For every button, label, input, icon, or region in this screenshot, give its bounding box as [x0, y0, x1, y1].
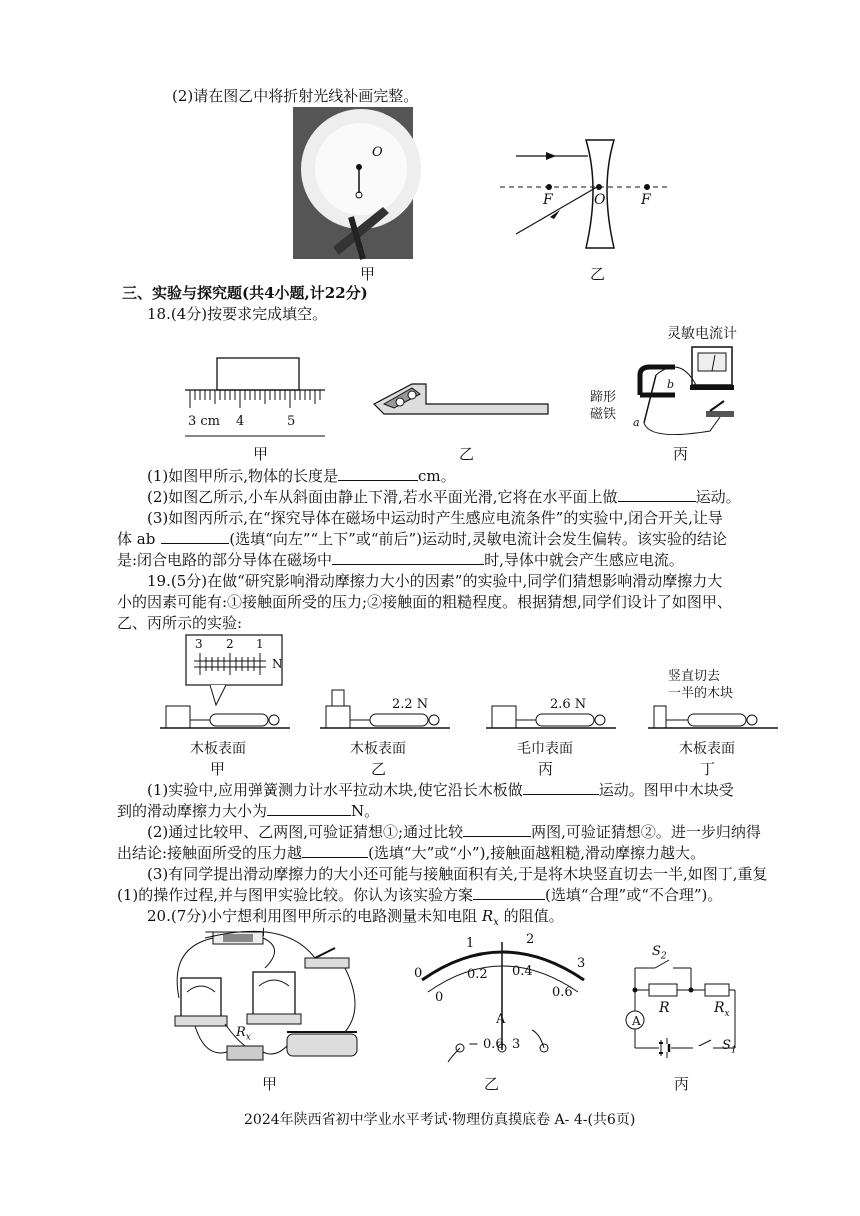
circuit-rx-label: [236, 1025, 251, 1043]
fig17-caption-a: 甲: [360, 265, 376, 283]
dial-bottom-0-4: 0.4: [512, 964, 533, 979]
scale-label-3: 3: [195, 637, 203, 651]
q18-line-1: [147, 466, 456, 486]
ding-note-line1: 竖直切去: [668, 669, 721, 684]
dial-terminals: − 0.6 3: [468, 1037, 521, 1052]
q19-4-blank[interactable]: [302, 843, 368, 858]
page-footer: 2024年陕西省初中学业水平考试·物理仿真摸底卷 A- 4-(共6页): [244, 1112, 636, 1128]
fig18-caption-b: 乙: [459, 445, 475, 463]
dial-bottom-0-2: 0.2: [467, 967, 488, 982]
q19-2-blank[interactable]: [267, 801, 351, 816]
diagram-rx-sub: x: [724, 1008, 730, 1019]
scale-label-2: 2: [226, 637, 234, 651]
q19-1-end: 运动。图甲中木块受: [598, 781, 734, 799]
q18-2-text: (2)如图乙所示,小车从斜面由静止下滑,若水平面光滑,它将在水平面上做: [147, 488, 618, 506]
q19-5-blank[interactable]: [473, 885, 545, 900]
photo-drawing: [293, 107, 413, 259]
switch-s2-label: [652, 944, 667, 962]
q19-p2-line1: [147, 822, 761, 842]
question-17-2: (2)请在图乙中将折射光线补画完整。: [172, 87, 419, 105]
figure-17-photo: [293, 107, 413, 259]
switch-s1-label: [722, 1038, 737, 1056]
circuit-rx-sub: x: [245, 1032, 251, 1043]
q19-3-text: (2)通过比较甲、乙两图,可验证猜想①;通过比较: [147, 823, 464, 841]
q19-1-blank[interactable]: [523, 780, 599, 795]
fig20-caption-c: 丙: [674, 1075, 690, 1093]
fig20-caption-b: 乙: [484, 1075, 500, 1093]
circuit-rx-r: R: [236, 1025, 246, 1040]
conductor-a-label: a: [633, 416, 640, 429]
q19-line-3: 乙、丙所示的实验:: [117, 614, 243, 632]
lens-o-label: O: [594, 192, 606, 208]
q19-3-end: 两图,可验证猜想②。进一步归纳得: [531, 823, 761, 841]
q19-p1-line2: [117, 801, 379, 821]
q20-text: 20.(7分)小宁想利用图甲所示的电路测量未知电阻: [147, 907, 478, 925]
battery-plus: +: [258, 925, 269, 940]
q18-line-5: [117, 550, 684, 570]
q19-p1-line1: [147, 780, 734, 800]
q19-p3-line2: [117, 885, 722, 905]
fig18-caption-c: 丙: [673, 445, 689, 463]
q18-3-text: 体 ab: [117, 530, 156, 548]
q19-p2-line2: [117, 843, 705, 863]
dial-top-2: 2: [526, 932, 535, 947]
diagram-rx-label: [714, 1000, 730, 1019]
q19-4-end: (选填“大”或“小”),接触面越粗糙,滑动摩擦力越大。: [368, 844, 705, 862]
q20-rx-sub: x: [493, 917, 499, 928]
diagram-rx-r: R: [714, 1000, 725, 1016]
fig19-caption-jia: 甲: [210, 760, 226, 778]
q20-rx-symbol: R: [481, 907, 494, 925]
fig20-caption-a: 甲: [262, 1075, 278, 1093]
lens-f-left: F: [543, 192, 553, 208]
reading-yi: 2.2 N: [392, 697, 429, 712]
ruler-label-4: 4: [236, 414, 245, 429]
surface-label-jia: 木板表面: [190, 741, 246, 757]
q18-1-blank[interactable]: [338, 466, 418, 481]
figure-17-concave-lens: [500, 140, 680, 255]
q18-line-4: [117, 529, 727, 549]
conductor-b-label: b: [667, 378, 675, 391]
battery-minus: −: [204, 925, 215, 940]
q19-5-end: (选填“合理”或“不合理”)。: [545, 886, 723, 904]
dial-top-1: 1: [466, 936, 475, 951]
photo-o-label: O: [372, 145, 383, 160]
fig17-caption-b: 乙: [590, 265, 606, 283]
dial-bottom-0-6: 0.6: [552, 985, 573, 1000]
q18-1-unit: cm。: [418, 467, 456, 485]
figure-18-incline: [372, 380, 552, 430]
s2-sub: 2: [660, 951, 667, 962]
fig19-caption-bing: 丙: [538, 760, 554, 778]
dial-unit-a: A: [496, 1012, 506, 1027]
q18-line-2: [147, 487, 741, 507]
reading-bing: 2.6 N: [550, 697, 587, 712]
surface-label-bing: 毛巾表面: [517, 741, 573, 757]
s2-s: S: [652, 944, 661, 959]
q18-1-text: (1)如图甲所示,物体的长度是: [147, 467, 339, 485]
scale-unit-n: N: [272, 657, 283, 671]
section-3-title: 三、实验与探究题(共4小题,计22分): [122, 284, 368, 302]
s1-s: S: [722, 1038, 731, 1053]
q18-2-blank[interactable]: [618, 487, 696, 502]
fig19-caption-ding: 丁: [700, 760, 716, 778]
q19-3-blank[interactable]: [463, 822, 531, 837]
ding-note-line2: 一半的木块: [668, 686, 734, 701]
ruler-label-5: 5: [287, 414, 296, 429]
question-18-head: 18.(4分)按要求完成填空。: [147, 305, 328, 323]
q19-2-text: 到的滑动摩擦力大小为: [117, 802, 268, 820]
q19-line-1: 19.(5分)在做“研究影响滑动摩擦力大小的因素”的实验中,同学们猜想影响滑动摩擦力大: [147, 572, 723, 590]
surface-label-ding: 木板表面: [679, 741, 735, 757]
surface-label-yi: 木板表面: [350, 741, 406, 757]
magnet-label-line2: 磁铁: [590, 407, 617, 422]
q18-4-text: 是:闭合电路的部分导体在磁场中: [117, 551, 333, 569]
q18-4-end: 时,导体中就会产生感应电流。: [484, 551, 684, 569]
fig19-caption-yi: 乙: [371, 760, 387, 778]
magnet-label-line1: 蹄形: [590, 390, 617, 405]
q19-1-text: (1)实验中,应用弹簧测力计水平拉动木块,使它沿长木板做: [147, 781, 523, 799]
q18-3-end: (选填“向左”“上下”或“前后”)运动时,灵敏电流计会发生偏转。该实验的结论: [229, 530, 727, 548]
q19-2-unit: N。: [351, 802, 380, 820]
scale-label-1: 1: [256, 637, 264, 651]
diagram-ammeter-a: A: [632, 1014, 641, 1028]
lens-f-right: F: [641, 192, 651, 208]
figure-20-circuit: [165, 928, 365, 1068]
q18-4-blank[interactable]: [332, 550, 484, 565]
q19-p3-line1: (3)有同学提出滑动摩擦力的大小还可能与接触面积有关,于是将木块竖直切去一半,如图丁,重复: [147, 865, 768, 883]
fig18-caption-a: 甲: [253, 445, 269, 463]
q20-text-end: 的阻值。: [503, 907, 564, 925]
q19-line-2: 小的因素可能有:①接触面所受的压力;②接触面的粗糙程度。根据猜想,同学们设计了如图甲、: [117, 593, 732, 611]
q18-line-3: (3)如图丙所示,在“探究导体在磁场中运动时产生感应电流条件”的实验中,闭合开关,让导: [147, 509, 723, 527]
dial-bottom-0: 0: [435, 990, 444, 1005]
q19-4-text: 出结论:接触面所受的压力越: [117, 844, 303, 862]
q18-2-end: 运动。: [695, 488, 741, 506]
dial-top-3: 3: [577, 956, 586, 971]
galvanometer-label: 灵敏电流计: [667, 326, 737, 342]
ruler-label-3cm: 3 cm: [188, 414, 221, 429]
q19-5-text: (1)的操作过程,并与图甲实验比较。你认为该实验方案: [117, 886, 474, 904]
dial-top-0: 0: [414, 966, 423, 981]
q18-3-blank[interactable]: [161, 529, 229, 544]
s1-sub: 1: [730, 1045, 737, 1056]
diagram-r-label: R: [659, 1000, 670, 1016]
